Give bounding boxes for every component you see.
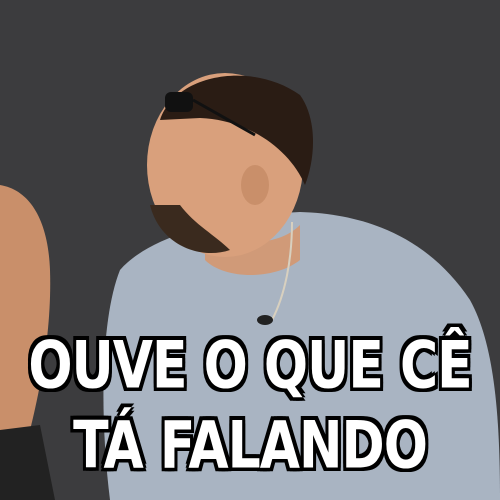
caption-line-2: TÁ FALANDO bbox=[73, 408, 427, 484]
lapel-mic-icon bbox=[257, 315, 273, 325]
sunglasses-icon bbox=[165, 92, 193, 112]
figure-ear bbox=[241, 165, 269, 205]
caption-line-1: OUVE O QUE CÊ bbox=[28, 328, 472, 404]
